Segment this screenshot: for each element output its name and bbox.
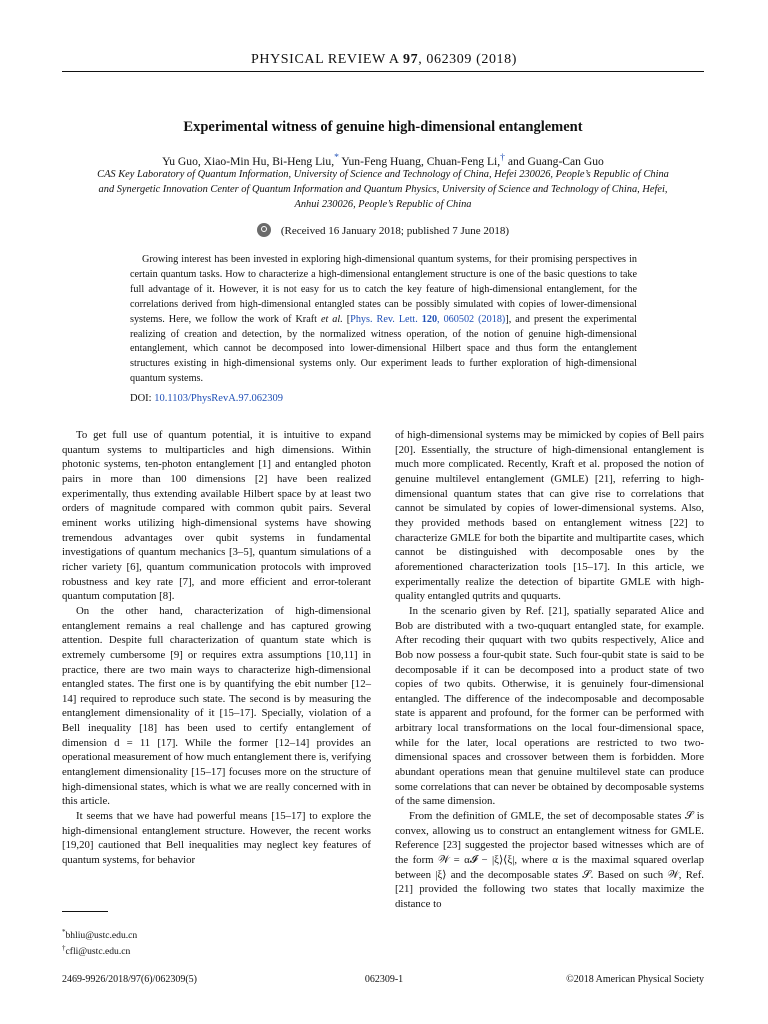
doi-label: DOI:: [130, 393, 155, 404]
right-column: [395, 428, 704, 912]
authors-part-3: and Guang-Can Guo: [505, 154, 604, 168]
crossmark-icon[interactable]: [257, 223, 271, 237]
author-footnote-mark-2[interactable]: †: [500, 152, 505, 163]
abstract-reference-link[interactable]: [350, 314, 505, 325]
left-column: [62, 428, 371, 868]
received-text: (Received 16 January 2018; published 7 June 2018): [280, 225, 510, 237]
right-paragraph-1: of high-dimensional systems may be mimicked by copies of Bell pairs [20]. Essentially, the structure of high-dimensional entanglement is much more complicated. Recently, Kraft et al. proposed the notion of genuine multilevel entanglement (GMLE) [21], referring to high-dimensional quantum states that can give rise to correlations that cannot be simulated by copies of lower-dimensional systems. Also, they provided methods based on entanglement witness [22] to characterize GMLE for both the bipartite and multipartite cases, which cannot be distinguished with decomposable ones by the aforementioned characterization tools [15–17]. In this article, we experimentally realize the detection of bipartite GMLE with high-quality entangled qutrits and ququarts.: [395, 429, 704, 603]
header-rule: [62, 71, 704, 72]
received-dates: [62, 223, 704, 237]
affiliation-line-1: CAS Key Laboratory of Quantum Information, University of Science and Technology of China, Hefei 230026, People’s Republic of China: [97, 169, 669, 180]
footnote-rule: [62, 911, 108, 912]
right-paragraph-3: From the definition of GMLE, the set of decomposable states 𝒮 is convex, allowing us to construct an entanglement witness for GMLE. Reference [23] suggested the projector based witnesses which are of the form 𝒲 = α𝓘 − |ξ⟩⟨ξ|, where α is the maximal squared overlap between |ξ⟩ and the decomposable states 𝒮. Based on such 𝒲, Ref. [21] provided the following two states that locally maximize the distance to: [395, 810, 704, 910]
journal-header: [0, 52, 768, 68]
reference-volume: 120: [421, 313, 438, 325]
authors-part-2: Yun-Feng Huang, Chuan-Feng Li,: [338, 154, 501, 168]
footer-issn: 2469-9926/2018/97(6)/062309(5): [62, 974, 197, 985]
authors-part-1: Yu Guo, Xiao-Min Hu, Bi-Heng Liu,: [162, 154, 335, 168]
left-paragraph-1: To get full use of quantum potential, it is intuitive to expand quantum systems to multiparticles and high dimensions. Within photonic systems, ten-photon entanglement [1] and entangled photon pairs in more than 100 dimensions [2] have been realized experimentally, thus extending available Hilbert space by at least two orders of magnitude compared with common qubit pairs. Several eminent works utilizing high-dimensional systems have showing tremendous advantages over qubit systems in fundamental investigations of quantum mechanics [3–5], quantum simulations of a richer variety [6], quantum communication protocols with improved robustness and key rate [7], and more efficient and error-tolerant quantum computation [8].: [62, 429, 371, 603]
right-paragraph-2: In the scenario given by Ref. [21], spatially separated Alice and Bob are distributed with a two-ququart entangled state, for example. After recoding their ququart with two qubits respectively, Alice and Bob now possess a four-qubit state. Such four-qubit state is said to be decomposable if it can be decomposed into a product state of two copies of two qubits. Otherwise, it is genuinely four-dimensional entangled. The difference of the indecomposable and decomposable state is apparent and profound, for the former can be performed with arbitrary local transformations on the local four-dimensional space, while for the later, local operations are restricted to two two-dimensional spaces and crossover between them is forbidden. More abundant operations mean that genuine multilevel state can produce some correlations that can never be obtained by decomposable systems of the same dimension.: [395, 604, 704, 808]
footnote-2: [62, 942, 137, 958]
journal-article-number: , 062309 (2018): [418, 52, 518, 67]
paper-title: Experimental witness of genuine high-dimensional entanglement: [183, 119, 583, 135]
affiliation: [62, 167, 704, 212]
author-footnote-mark-1[interactable]: *: [334, 152, 339, 163]
left-paragraph-2: On the other hand, characterization of high-dimensional entanglement remains a real challenge and has captured growing attention. Despite full characterization of quantum state which is extremely cumbersome [9] or requires extra assumptions [10,11] in practice, there are two main ways to characterize high-dimensional entangled states. The first one is by quantifying the ebit number [12–14] required to reproduce such state. The second is by measuring the entanglement dimensionality of it [15–17]. Specially, violation of a Bell inequality [18] has been used to certify entanglement of dimension d = 11 [17]. While the former [12–14] provides an operational measurement of how much entanglement there is, verifying entanglement dimensionality [15–17] focuses more on the structure of high-dimensional states, which is what we are really concerned with in this article.: [62, 604, 371, 808]
abstract-etal: et al.: [320, 313, 343, 325]
journal-volume: 97: [402, 52, 419, 67]
affiliation-line-3: Anhui 230026, People’s Republic of China: [294, 199, 472, 210]
reference-suffix: , 060502 (2018): [437, 313, 506, 325]
abstract-text-2: , and present the experimental realizing of creation and detection, by the normalized witness operation, of the notion of genuine high-dimensional entanglement, which cannot be decomposed into lower-dimensional Hilbert space and thus form the entanglement structures existing in high-dimensional systems only. Our experiment leads to further exploration of high-dimensional quantum systems.: [130, 313, 637, 385]
footnote-mark-2: †: [62, 944, 66, 953]
doi-line: [130, 393, 283, 404]
footnote-mark-1: *: [62, 928, 66, 936]
author-list: [62, 152, 704, 168]
left-paragraph-3: It seems that we have had powerful means [15–17] to explore the high-dimensional entanglement structure. However, the recent works [19,20] cautioned that Bell inequalities may neglect key features of quantum systems, for behavior: [62, 810, 371, 867]
footnote-email-1[interactable]: bhliu@ustc.edu.cn: [65, 930, 138, 942]
abstract: Growing interest has been invested in exploring high-dimensional quantum systems, for their promising perspectives in certain quantum tasks. How to characterize a high-dimensional entanglement structure is one of the basic questions to take full advantage of it. However, it is not easy for us to catch the key feature of high-dimensional entanglement, for the correlations derived from high-dimensional entangled states can be possibly simulated with copies of lower-dimensional systems. Here, we follow the work of Kraft et al. [Phys. Rev. Lett. 120, 060502 (2018)], and present the experimental realizing of creation and detection, by the normalized witness operation, of the notion of genuine high-dimensional entanglement, which cannot be decomposed into lower-dimensional Hilbert space and thus form the entanglement structures existing in high-dimensional systems only. Our experiment leads to further exploration of high-dimensional quantum systems.: [130, 254, 637, 385]
affiliation-line-2: and Synergetic Innovation Center of Quantum Information and Quantum Physics, University of Science and Technology of China, Hefei,: [98, 184, 668, 195]
footnote-1: [62, 926, 137, 942]
journal-name: PHYSICAL REVIEW A: [250, 52, 399, 67]
abstract-text-1: Growing interest has been invested in exploring high-dimensional quantum systems, for their promising perspectives in certain quantum tasks. How to characterize a high-dimensional entanglement structure is one of the basic questions to take full advantage of it. However, it is not easy for us to catch the key feature of high-dimensional entanglement, for the correlations derived from high-dimensional entangled states can be possibly simulated with copies of lower-dimensional systems. Here, we follow the work of Kraft: [130, 254, 637, 325]
doi-link[interactable]: 10.1103/PhysRevA.97.062309: [154, 393, 284, 404]
footer-page-number: 062309-1: [364, 974, 404, 985]
footer-copyright: ©2018 American Physical Society: [566, 974, 704, 985]
footnotes: [62, 926, 137, 958]
reference-prefix: Phys. Rev. Lett.: [350, 313, 422, 325]
footnote-email-2[interactable]: cfli@ustc.edu.cn: [65, 946, 131, 958]
